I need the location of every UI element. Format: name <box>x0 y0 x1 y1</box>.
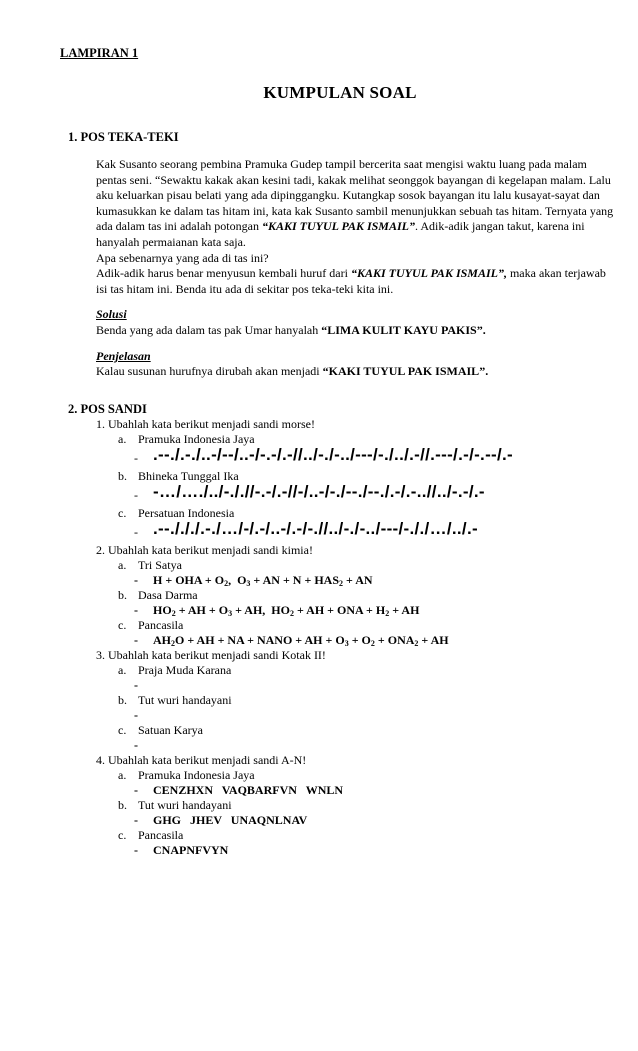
question-2 <box>68 543 618 558</box>
penjelasan-answer: “KAKI TUYUL PAK ISMAIL”. <box>322 364 489 379</box>
answer-row <box>68 678 618 693</box>
item-text: Pramuka Indonesia Jaya <box>138 768 255 782</box>
an-cipher-answer: CNAPNFVYN <box>153 843 229 857</box>
item-text: Tri Satya <box>138 558 182 572</box>
solusi-line <box>96 323 616 339</box>
story-emphasis: “KAKI TUYUL PAK ISMAIL” <box>261 219 415 234</box>
morse-answer-row <box>68 447 618 469</box>
item-letter: c. <box>118 506 127 520</box>
section-2-heading-row <box>68 402 618 417</box>
item-text: Bhineka Tunggal Ika <box>138 469 239 483</box>
dash-marker: - <box>134 633 138 647</box>
appendix-label: LAMPIRAN 1 <box>60 46 139 60</box>
item-text: Tut wuri handayani <box>138 798 232 812</box>
story-instruction <box>96 266 616 297</box>
morse-code: .--./.-./..-/--/..-/-.-/.-//../-./-../---/-./../.-//.---/.-/-.--/.- <box>153 445 513 464</box>
item-letter: b. <box>118 588 127 602</box>
item-text: Tut wuri handayani <box>138 693 232 707</box>
answer-row <box>68 843 618 858</box>
dash-marker: - <box>134 813 138 827</box>
answer-row <box>68 708 618 723</box>
answer-row <box>68 633 618 648</box>
list-item <box>68 663 618 678</box>
item-letter: c. <box>118 828 127 842</box>
dash-marker: - <box>134 451 138 465</box>
list-item <box>68 828 618 843</box>
dash-marker: - <box>134 573 138 587</box>
item-letter: a. <box>118 663 127 677</box>
list-item <box>68 693 618 708</box>
morse-answer-row <box>68 521 618 543</box>
solusi-label: Solusi <box>96 307 127 322</box>
item-letter: b. <box>118 469 127 483</box>
list-item <box>68 798 618 813</box>
list-item <box>68 558 618 573</box>
dash-marker: - <box>134 488 138 502</box>
item-letter: a. <box>118 432 127 446</box>
dash-marker: - <box>134 843 138 857</box>
dash-marker: - <box>134 525 138 539</box>
section-1-heading: 1. POS TEKA-TEKI <box>68 130 179 144</box>
question-label: 2. Ubahlah kata berikut menjadi sandi kimia! <box>96 543 313 557</box>
dash-marker: - <box>134 738 138 752</box>
list-item <box>68 723 618 738</box>
item-text: Pancasila <box>138 618 184 632</box>
story-text-end: . Adik-adik jangan takut, karena ini hanyalah permaianan kata saja. <box>96 219 585 249</box>
story-paragraph <box>96 157 616 251</box>
item-text: Persatuan Indonesia <box>138 506 235 520</box>
question-3 <box>68 648 618 663</box>
section-1-body <box>96 157 616 380</box>
instruction-text-end: maka akan terjawab isi tas hitam ini. Benda itu ada di sekitar pos teka-teki kita ini. <box>96 266 606 296</box>
page-title-text: KUMPULAN SOAL <box>263 83 417 102</box>
section-2 <box>68 402 618 858</box>
dash-marker: - <box>134 708 138 722</box>
item-letter: c. <box>118 618 127 632</box>
item-letter: a. <box>118 558 127 572</box>
answer-row <box>68 573 618 588</box>
solusi-text: Benda yang ada dalam tas pak Umar hanyalah <box>96 322 319 337</box>
chem-answer: $HO_2$ + AH + $O_3$ + AH, $HO_2$ + AH + ONA + $H_2$ + AH <box>153 603 420 618</box>
item-text: Pancasila <box>138 828 184 842</box>
question-1 <box>68 417 618 432</box>
item-text: Pramuka Indonesia Jaya <box>138 432 255 446</box>
item-letter: c. <box>118 723 127 737</box>
penjelasan-text: Kalau susunan hurufnya dirubah akan menjadi <box>96 364 320 379</box>
item-text: Praja Muda Karana <box>138 663 232 677</box>
item-letter: b. <box>118 693 127 707</box>
penjelasan-line <box>96 364 616 380</box>
item-letter: b. <box>118 798 127 812</box>
page-title <box>0 83 638 103</box>
chem-answer: $AH_2O$ + AH + NA + NANO + AH + $O_3 + O_2 + ONA_2$ + AH <box>153 633 449 648</box>
answer-row <box>68 813 618 828</box>
story-text: Kak Susanto seorang pembina Pramuka Gudep tampil bercerita saat mengisi waktu luang pada malam pentas seni. “Sewaktu kakak akan kesini tadi, kakak melihat seonggok bayangan di kegelapan malam. Lalu aku keluarkan pisau belati yang ada dipinggangku. Kutangkap sosok bayangan itu lalu kusayat-sayat dan kumasukkan ke dalam tas hitam ini, kata kak Susanto sambil menunjukkan sebuah tas hitam. Ternyata yang ada dalam tas ini adalah potongan <box>96 157 614 234</box>
morse-answer-row <box>68 484 618 506</box>
an-cipher-answer: CENZHXN VAQBARFVN WNLN <box>153 783 344 797</box>
list-item <box>68 768 618 783</box>
morse-code: .--./././.-./…/-/.-/..-/.-/-.//../-./-../---/-././…/../.- <box>153 519 478 538</box>
story-question: Apa sebenarnya yang ada di tas ini? <box>96 250 269 265</box>
question-label: 3. Ubahlah kata berikut menjadi sandi Kotak II! <box>96 648 326 662</box>
morse-code: -…/…./../-././/-.-/.-//-/..-/-./--./--./.-/.-..//../-.-/.- <box>153 482 485 501</box>
list-item <box>68 588 618 603</box>
item-text: Satuan Karya <box>138 723 203 737</box>
dash-marker: - <box>134 603 138 617</box>
item-text: Dasa Darma <box>138 588 198 602</box>
chem-answer: H + OHA + $O_2$, $O_3$ + AN + $N + HAS_2$ + AN <box>153 573 373 588</box>
answer-row <box>68 738 618 753</box>
item-letter: a. <box>118 768 127 782</box>
answer-row <box>68 783 618 798</box>
section-2-heading: 2. POS SANDI <box>68 402 147 416</box>
instruction-text: Adik-adik harus benar menyusun kembali huruf dari <box>96 266 348 281</box>
answer-row <box>68 603 618 618</box>
question-label: 4. Ubahlah kata berikut menjadi sandi A-N! <box>96 753 307 767</box>
dash-marker: - <box>134 783 138 797</box>
penjelasan-label: Penjelasan <box>96 348 151 363</box>
list-item <box>68 618 618 633</box>
an-cipher-answer: GHG JHEV UNAQNLNAV <box>153 813 308 827</box>
instruction-emphasis: “KAKI TUYUL PAK ISMAIL”, <box>350 266 507 281</box>
solusi-answer: “LIMA KULIT KAYU PAKIS”. <box>321 322 486 337</box>
question-4 <box>68 753 618 768</box>
question-label: 1. Ubahlah kata berikut menjadi sandi morse! <box>96 417 315 431</box>
dash-marker: - <box>134 678 138 692</box>
